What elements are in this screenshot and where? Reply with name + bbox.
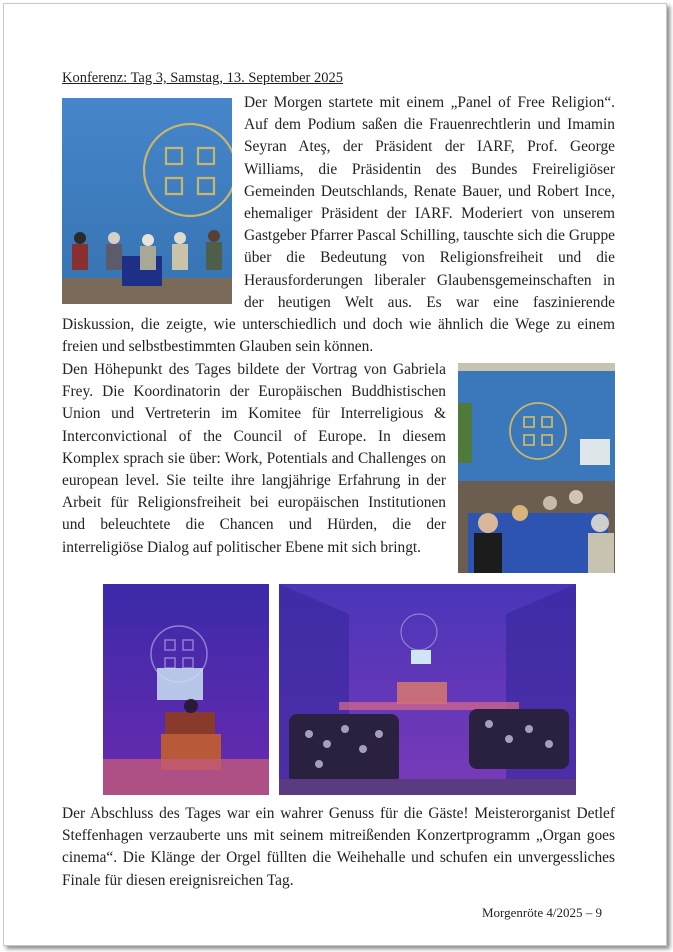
panel-photo-drawing — [62, 98, 232, 304]
page-footer — [482, 905, 602, 921]
paragraph-concert-text: Der Abschluss des Tages war ein wahrer Genuss für die Gäste! Meisterorganist Detlef Steffenhagen verzauberte uns mit seinem mitreißenden Konzertprogramm „Organ goes cinema“. Die Klänge der Orgel füllten die Weihehalle und schufen ein unvergessliches Finale für diesen ereignisreichen Tag. — [62, 805, 615, 889]
photo-panel-discussion — [62, 98, 232, 304]
paragraph-lecture-text: Den Höhepunkt des Tages bildete der Vortrag von Gabriela Frey. Die Koordinatorin der Europäischen Buddhistischen Union und Vertreterin im Komitee für Interreligious & Interconvictional of the Council of Europe. In diesem Komplex sprach sie über: Work, Potentials and Challenges on european level. Sie teilte ihre langjährige Erfahrung in der Arbeit für Religionsfreiheit bei europäischen Institutionen und beleuchtete die Chancen und Hürden, die der interreligiöse Dialog auf politischer Ebene mit sich bringt. — [62, 361, 446, 556]
lecture-photo-drawing — [458, 363, 615, 573]
paragraph-concert — [62, 803, 615, 892]
footer-page-number: 9 — [595, 905, 602, 920]
footer-publication: Morgenröte 4/2025 — [482, 905, 583, 920]
photo-lecture-audience — [458, 363, 615, 573]
paragraph-lecture — [62, 359, 615, 577]
footer-separator: – — [585, 905, 593, 920]
organist-photo-drawing — [103, 584, 269, 795]
photo-concert-hall — [279, 584, 576, 795]
concert-photo-drawing — [279, 584, 576, 795]
paragraph-panel — [62, 92, 615, 358]
photo-organist — [103, 584, 269, 795]
paragraph-panel-text: Der Morgen startete mit einem „Panel of Free Religion“. Auf dem Podium saßen die Frauenrechtlerin und Imamin Seyran Ateş, der Präsident der IARF, Prof. George Williams, die Präsidentin des Bundes Freireligiöser Gemeinden Deutschlands, Renate Bauer, und Robert Ince, ehemaliger Präsident der IARF. Moderiert von unserem Gastgeber Pfarrer Pascal Schilling, tauschte sich die Gruppe über die Bedeutung von Religionsfreiheit und die Herausforderungen liberaler Glaubensgemeinschaften in der heutigen Welt aus. Es war eine faszinierende Diskussion, die zeigte, wie unterschiedlich und doch wie ähnlich die Wege zu einem freien und selbstbestimmten Glauben sein können. — [62, 94, 615, 356]
section-heading: Konferenz: Tag 3, Samstag, 13. September 2025 — [62, 70, 344, 86]
document-page — [3, 3, 667, 946]
